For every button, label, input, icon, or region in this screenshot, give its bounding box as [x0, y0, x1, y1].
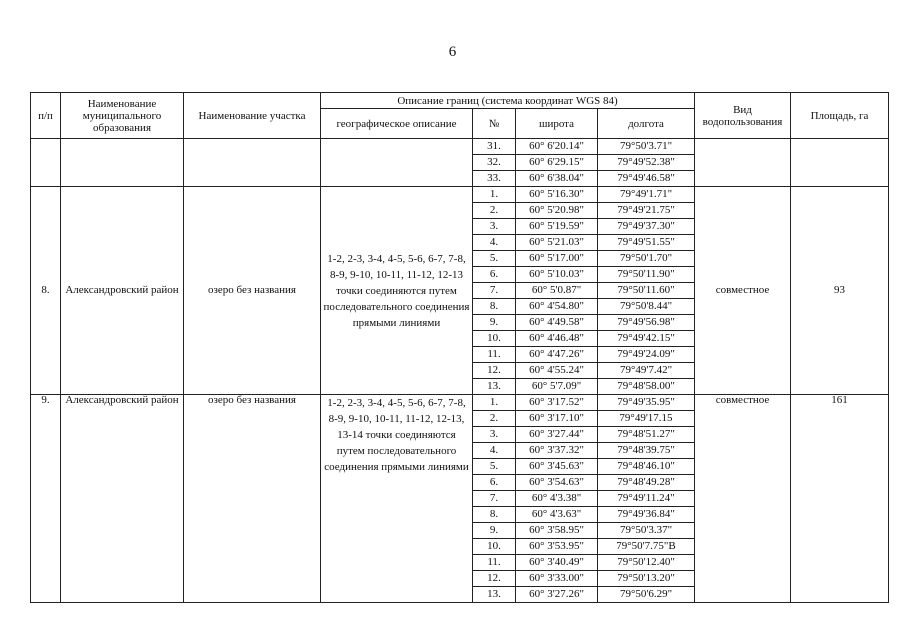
- point-longitude: 79°49'46.58": [598, 171, 695, 187]
- point-latitude: 60° 4'55.24": [516, 363, 598, 379]
- entry-site: озеро без названия: [184, 187, 321, 395]
- entry-area: 93: [791, 187, 889, 395]
- point-latitude: 60° 3'40.49": [516, 555, 598, 571]
- point-latitude: 60° 5'21.03": [516, 235, 598, 251]
- point-latitude: 60° 5'16.30": [516, 187, 598, 203]
- point-number: 7.: [473, 283, 516, 299]
- table-row: [31, 187, 889, 203]
- table-row: [31, 139, 889, 155]
- point-latitude: 60° 5'20.98": [516, 203, 598, 219]
- header-site: Наименование участка: [184, 93, 321, 139]
- header-geo-desc: географическое описание: [321, 109, 473, 139]
- point-number: 4.: [473, 235, 516, 251]
- point-longitude: 79°50'11.90": [598, 267, 695, 283]
- point-longitude: 79°50'6.29": [598, 587, 695, 603]
- point-number: 1.: [473, 395, 516, 411]
- point-longitude: 79°50'3.37": [598, 523, 695, 539]
- point-number: 13.: [473, 379, 516, 395]
- point-latitude: 60° 3'33.00": [516, 571, 598, 587]
- point-longitude: 79°50'8.44": [598, 299, 695, 315]
- entry-description: 1-2, 2-3, 3-4, 4-5, 5-6, 6-7, 7-8, 8-9, 9-10, 10-11, 11-12, 12-13, 13-14 точки соединяются путем последовательного соединения прямыми линиями: [321, 395, 473, 603]
- point-latitude: 60° 6'29.15": [516, 155, 598, 171]
- point-latitude: 60° 3'53.95": [516, 539, 598, 555]
- point-number: 9.: [473, 315, 516, 331]
- point-longitude: 79°48'46.10": [598, 459, 695, 475]
- point-longitude: 79°49'56.98": [598, 315, 695, 331]
- boundaries-table: [30, 92, 889, 603]
- table-row: [31, 395, 889, 411]
- point-number: 32.: [473, 155, 516, 171]
- point-number: 5.: [473, 459, 516, 475]
- continued-description: [321, 139, 473, 187]
- header-use-type: Вид водопользования: [695, 93, 791, 139]
- point-latitude: 60° 3'37.32": [516, 443, 598, 459]
- continued-num: [31, 139, 61, 187]
- entry-site: озеро без названия: [184, 395, 321, 603]
- point-number: 4.: [473, 443, 516, 459]
- point-longitude: 79°49'51.55": [598, 235, 695, 251]
- point-longitude: 79°50'11.60": [598, 283, 695, 299]
- header-latitude: широта: [516, 109, 598, 139]
- continued-municipality: [61, 139, 184, 187]
- point-longitude: 79°49'17.15: [598, 411, 695, 427]
- point-latitude: 60° 3'54.63": [516, 475, 598, 491]
- point-latitude: 60° 3'27.44": [516, 427, 598, 443]
- point-latitude: 60° 6'38.04": [516, 171, 598, 187]
- point-latitude: 60° 4'54.80": [516, 299, 598, 315]
- point-latitude: 60° 3'45.63": [516, 459, 598, 475]
- point-longitude: 79°49'7.42": [598, 363, 695, 379]
- point-longitude: 79°48'49.28": [598, 475, 695, 491]
- point-longitude: 79°50'13.20": [598, 571, 695, 587]
- point-latitude: 60° 4'3.63": [516, 507, 598, 523]
- point-number: 33.: [473, 171, 516, 187]
- point-longitude: 79°49'21.75": [598, 203, 695, 219]
- header-point-no: №: [473, 109, 516, 139]
- header-municipality: Наименование муниципального образования: [61, 93, 184, 139]
- header-longitude: долгота: [598, 109, 695, 139]
- point-number: 8.: [473, 507, 516, 523]
- point-number: 6.: [473, 475, 516, 491]
- point-latitude: 60° 3'17.52": [516, 395, 598, 411]
- point-latitude: 60° 4'49.58": [516, 315, 598, 331]
- point-longitude: 79°48'58.00": [598, 379, 695, 395]
- point-number: 10.: [473, 331, 516, 347]
- point-number: 6.: [473, 267, 516, 283]
- point-latitude: 60° 5'19.59": [516, 219, 598, 235]
- point-number: 2.: [473, 203, 516, 219]
- point-number: 11.: [473, 347, 516, 363]
- point-longitude: 79°49'24.09": [598, 347, 695, 363]
- point-longitude: 79°49'36.84": [598, 507, 695, 523]
- entry-num: 8.: [31, 187, 61, 395]
- point-latitude: 60° 3'58.95": [516, 523, 598, 539]
- continued-use-type: [695, 139, 791, 187]
- entry-municipality: Александровский район: [61, 395, 184, 603]
- point-longitude: 79°50'12.40": [598, 555, 695, 571]
- table-body: [31, 139, 889, 603]
- header-boundaries: Описание границ (система координат WGS 84): [321, 93, 695, 109]
- point-number: 3.: [473, 427, 516, 443]
- point-latitude: 60° 5'0.87": [516, 283, 598, 299]
- entry-use-type: совместное: [695, 395, 791, 603]
- point-latitude: 60° 4'46.48": [516, 331, 598, 347]
- point-number: 12.: [473, 571, 516, 587]
- point-latitude: 60° 3'27.26": [516, 587, 598, 603]
- point-number: 5.: [473, 251, 516, 267]
- entry-description: 1-2, 2-3, 3-4, 4-5, 5-6, 6-7, 7-8, 8-9, 9-10, 10-11, 11-12, 12-13 точки соединяются путем последовательного соединения прямыми линиями: [321, 187, 473, 395]
- point-latitude: 60° 6'20.14": [516, 139, 598, 155]
- point-number: 10.: [473, 539, 516, 555]
- point-longitude: 79°50'3.71": [598, 139, 695, 155]
- point-number: 1.: [473, 187, 516, 203]
- entry-num: 9.: [31, 395, 61, 603]
- entry-area: 161: [791, 395, 889, 603]
- point-longitude: 79°49'35.95": [598, 395, 695, 411]
- point-longitude: 79°49'37.30": [598, 219, 695, 235]
- point-number: 31.: [473, 139, 516, 155]
- point-number: 3.: [473, 219, 516, 235]
- page-number: 6: [448, 44, 457, 60]
- entry-municipality: Александровский район: [61, 187, 184, 395]
- header-num: п/п: [31, 93, 61, 139]
- point-number: 13.: [473, 587, 516, 603]
- point-number: 11.: [473, 555, 516, 571]
- point-latitude: 60° 5'17.00": [516, 251, 598, 267]
- header-area: Площадь, га: [791, 93, 889, 139]
- point-number: 2.: [473, 411, 516, 427]
- point-number: 7.: [473, 491, 516, 507]
- continued-area: [791, 139, 889, 187]
- point-number: 8.: [473, 299, 516, 315]
- point-longitude: 79°49'11.24": [598, 491, 695, 507]
- point-latitude: 60° 5'7.09": [516, 379, 598, 395]
- point-longitude: 79°49'52.38": [598, 155, 695, 171]
- point-number: 12.: [473, 363, 516, 379]
- point-latitude: 60° 5'10.03": [516, 267, 598, 283]
- point-number: 9.: [473, 523, 516, 539]
- continued-site: [184, 139, 321, 187]
- point-latitude: 60° 4'47.26": [516, 347, 598, 363]
- point-longitude: 79°49'1.71": [598, 187, 695, 203]
- point-longitude: 79°49'42.15": [598, 331, 695, 347]
- point-longitude: 79°48'39.75": [598, 443, 695, 459]
- point-longitude: 79°50'7.75"В: [598, 539, 695, 555]
- point-latitude: 60° 3'17.10": [516, 411, 598, 427]
- point-latitude: 60° 4'3.38": [516, 491, 598, 507]
- point-longitude: 79°48'51.27": [598, 427, 695, 443]
- entry-use-type: совместное: [695, 187, 791, 395]
- point-longitude: 79°50'1.70": [598, 251, 695, 267]
